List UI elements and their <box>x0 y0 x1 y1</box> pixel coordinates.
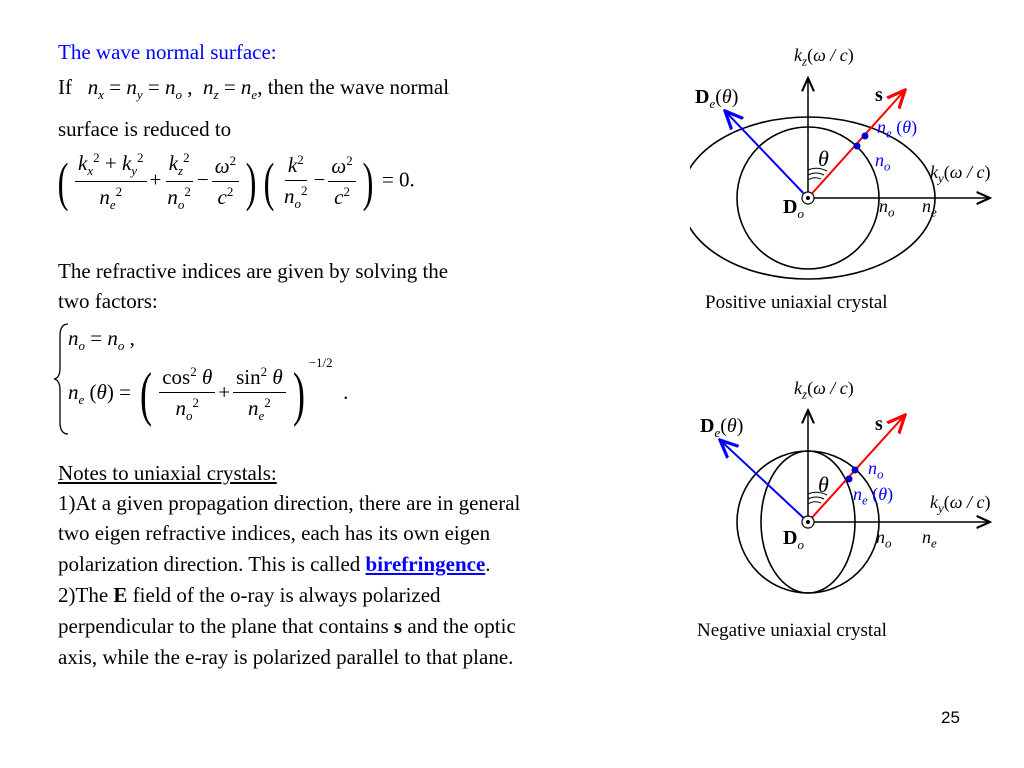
no-point-negative <box>852 467 859 474</box>
negative-no-label: $n_o$ <box>876 527 892 551</box>
positive-caption: Positive uniaxial crystal <box>705 292 888 313</box>
intro-line-2: surface is reduced to <box>58 117 232 141</box>
slide-title: The wave normal surface: <box>58 40 277 64</box>
note2-line-2 <box>58 611 516 641</box>
intro-condition: $n_x = n_y = n_o$ , $n_z = n_e$ <box>87 75 258 103</box>
note2-suffix: field of the o-ray is always polarized <box>127 583 441 607</box>
note1-line-2: two eigen refractive indices, each has its own eigen <box>58 521 491 545</box>
ne-point-negative <box>846 476 853 483</box>
positive-de-label: $D_e(\theta)$ <box>695 86 739 111</box>
solve-line-1: The refractive indices are given by solving the <box>58 259 449 283</box>
no-point <box>854 143 861 150</box>
equation-result: = 0. <box>381 167 415 192</box>
note2-line2-prefix: perpendicular to the plane that contains <box>58 614 394 638</box>
notes-heading: Notes to uniaxial crystals: <box>58 461 277 485</box>
positive-ky-label: $k_y(\omega / c)$ <box>930 162 991 186</box>
negative-no-blue-label: $n_o$ <box>868 458 884 482</box>
theta-arc-negative <box>808 502 821 504</box>
note1-line-3 <box>58 549 491 579</box>
negative-theta-label: θ <box>818 472 829 497</box>
extraordinary-index: $n_e$ (θ) = ( $\frac{\cos^2 \theta}{n_o^2}$ + $\frac{\sin^2 \theta}{n_e^2}$ ) $^{-1/2}$ . <box>68 354 349 428</box>
solve-line-2: two factors: <box>58 289 158 313</box>
theta-arc <box>808 178 821 180</box>
negative-do-label: $D_o$ <box>783 527 804 552</box>
negative-s-label: s <box>875 413 883 435</box>
note2-prefix: 2)The <box>58 583 114 607</box>
index-solutions <box>52 320 372 438</box>
negative-ky-label: $k_y(\omega / c)$ <box>930 492 991 516</box>
positive-do-label: $D_o$ <box>783 196 804 221</box>
note2-line-3: axis, while the e-ray is polarized parallel to that plane. <box>58 645 514 669</box>
positive-crystal-diagram <box>690 40 1020 280</box>
note1-suffix: . <box>485 552 491 576</box>
positive-kz-label: $k_z(\omega / c)$ <box>794 45 854 69</box>
positive-ne-label: $n_e$ <box>922 196 937 220</box>
note2-line-1 <box>58 580 441 610</box>
positive-theta-label: θ <box>818 146 829 171</box>
positive-no-label: $n_o$ <box>879 196 895 220</box>
wave-normal-equation: ( $\frac{k_x^2 + k_y^2}{n_e^2}$ + $\frac{k_z^2}{n_o^2}$ − $\frac{\omega^2}{c^2}$ ) ( $\frac{k^2}{n_o^2}$ − $\frac{\omega^2}{c^2}$ ) = 0. <box>57 150 415 213</box>
negative-ne-theta-label: $n_e$ (θ) <box>853 484 894 508</box>
positive-no-blue-label: $n_o$ <box>875 150 891 174</box>
negative-kz-label: $k_z(\omega / c)$ <box>794 378 854 402</box>
negative-caption: Negative uniaxial crystal <box>697 620 887 641</box>
note1-line-1: 1)At a given propagation direction, there are in general <box>58 491 521 515</box>
note2-line2-suffix: and the optic <box>402 614 516 638</box>
note2-E: E <box>113 583 128 607</box>
ordinary-index: $n_o = n_o$ , <box>68 326 135 354</box>
page-number: 25 <box>941 708 960 727</box>
intro-if: If <box>58 75 72 99</box>
birefringence-link[interactable]: birefringence <box>365 552 486 576</box>
ne-point <box>862 133 869 140</box>
intro-line <box>58 72 449 110</box>
note2-s: s <box>393 614 403 638</box>
negative-de-label: $D_e(\theta)$ <box>700 415 744 440</box>
intro-then: , then the wave normal <box>257 75 450 99</box>
positive-ne-theta-label: $n_e$ (θ) <box>877 117 918 141</box>
positive-s-label: s <box>875 84 883 106</box>
negative-ne-label: $n_e$ <box>922 527 937 551</box>
note1-prefix: polarization direction. This is called <box>58 552 366 576</box>
